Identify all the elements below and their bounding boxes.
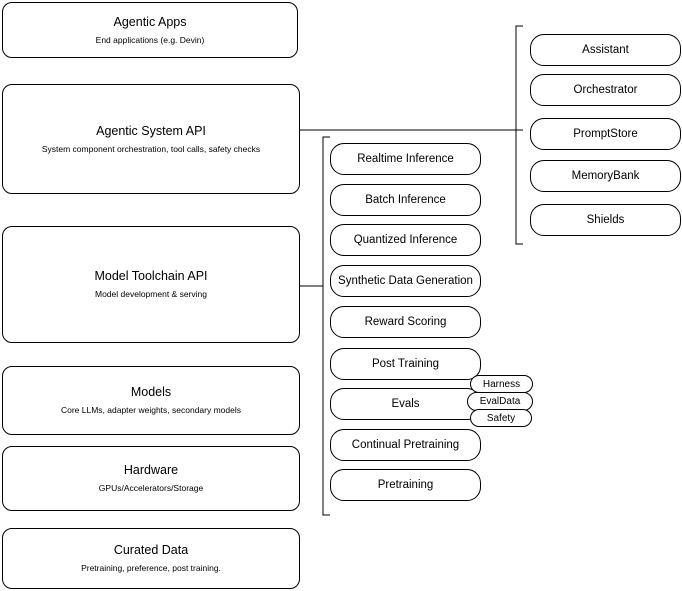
component-safety[interactable] bbox=[470, 409, 532, 427]
stack-layer-agentic-apps[interactable] bbox=[2, 2, 298, 58]
component-continual-pretraining[interactable] bbox=[330, 429, 481, 461]
component-label: Harness bbox=[482, 378, 521, 390]
stack-layer-hardware[interactable] bbox=[2, 446, 300, 511]
layer-title: Agentic Apps bbox=[113, 14, 187, 29]
component-label: EvalData bbox=[479, 396, 521, 407]
component-label: Post Training bbox=[371, 358, 440, 370]
component-label: Quantized Inference bbox=[353, 234, 458, 246]
layer-subtitle: System component orchestration, tool calls, safety checks bbox=[41, 143, 261, 154]
layer-title: Model Toolchain API bbox=[94, 269, 208, 283]
component-shields[interactable] bbox=[530, 204, 681, 236]
component-pretraining[interactable] bbox=[330, 469, 481, 501]
layer-subtitle: Model development & serving bbox=[95, 289, 207, 299]
layer-title: Curated Data bbox=[113, 543, 189, 557]
component-label: Batch Inference bbox=[365, 194, 446, 206]
component-memorybank[interactable] bbox=[530, 160, 681, 192]
stack-layer-curated-data[interactable] bbox=[2, 528, 300, 589]
layer-title: Models bbox=[130, 385, 172, 399]
component-evals[interactable] bbox=[330, 388, 481, 420]
component-reward-scoring[interactable] bbox=[330, 306, 481, 338]
layer-title: Agentic System API bbox=[96, 123, 206, 138]
stack-layer-agentic-system-api[interactable] bbox=[2, 84, 300, 194]
stack-layer-model-toolchain-api[interactable] bbox=[2, 226, 300, 343]
component-label: Realtime Inference bbox=[357, 153, 454, 165]
layer-subtitle: GPUs/Accelerators/Storage bbox=[98, 483, 204, 493]
component-label: Continual Pretraining bbox=[351, 439, 460, 451]
component-label: Assistant bbox=[582, 44, 629, 56]
component-synthetic-data-generation[interactable] bbox=[330, 265, 481, 297]
component-realtime-inference[interactable] bbox=[330, 143, 481, 175]
stack-layer-models[interactable] bbox=[2, 366, 300, 435]
component-label: Safety bbox=[486, 412, 516, 424]
layer-subtitle: Pretraining, preference, post training. bbox=[81, 563, 221, 573]
component-label: Pretraining bbox=[377, 479, 434, 491]
component-label: PromptStore bbox=[573, 128, 638, 140]
component-label: Shields bbox=[586, 214, 625, 226]
component-label: Reward Scoring bbox=[364, 316, 447, 328]
layer-title: Hardware bbox=[123, 463, 179, 477]
component-assistant[interactable] bbox=[530, 34, 681, 66]
component-batch-inference[interactable] bbox=[330, 184, 481, 216]
component-label: Evals bbox=[391, 398, 420, 410]
layer-subtitle: Core LLMs, adapter weights, secondary models bbox=[60, 405, 241, 415]
component-label: Orchestrator bbox=[573, 84, 638, 96]
component-post-training[interactable] bbox=[330, 348, 481, 380]
component-harness[interactable] bbox=[470, 375, 533, 393]
component-label: MemoryBank bbox=[571, 170, 640, 182]
component-label: Synthetic Data Generation bbox=[338, 275, 473, 287]
component-orchestrator[interactable] bbox=[530, 74, 681, 106]
layer-subtitle: End applications (e.g. Devin) bbox=[95, 34, 205, 45]
component-promptstore[interactable] bbox=[530, 118, 681, 150]
component-quantized-inference[interactable] bbox=[330, 224, 481, 256]
